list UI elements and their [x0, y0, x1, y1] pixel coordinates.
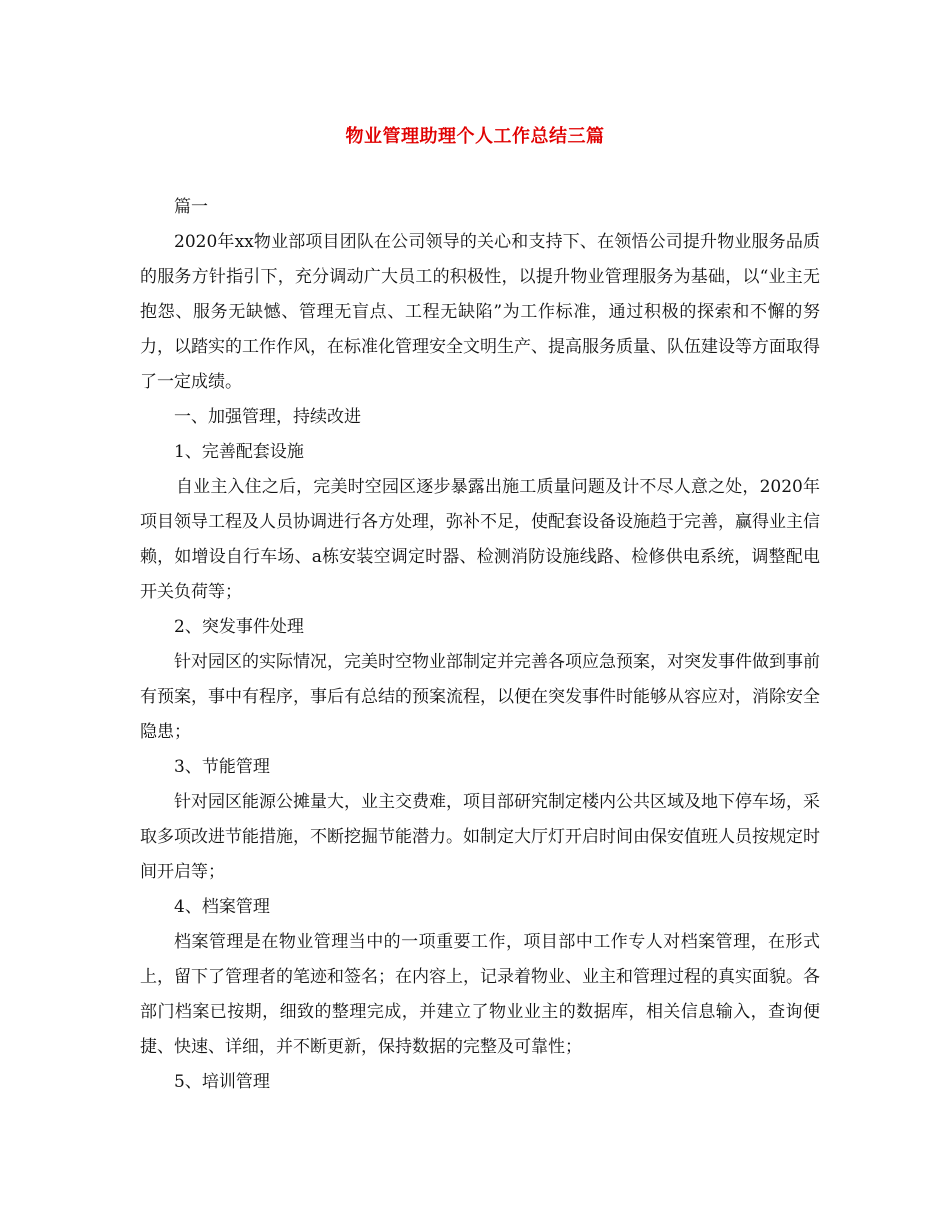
item-body-archives: 档案管理是在物业管理当中的一项重要工作，项目部中工作专人对档案管理，在形式上，留下了管理者的笔迹和签名；在内容上，记录着物业、业主和管理过程的真实面貌。各部门档案已按期，细致的整理完成，并建立了物业业主的数据库，相关信息输入，查询便捷、快速、详细，并不断更新，保持数据的完整及可靠性；	[140, 932, 820, 1057]
item-body-facilities: 自业主入住之后，完美时空园区逐步暴露出施工质量问题及计不尽人意之处，2020年项目领导工程及人员协调进行各方处理，弥补不足，使配套设备设施趋于完善，赢得业主信赖，如增设自行车场、a栋安装空调定时器、检测消防设施线路、检修供电系统，调整配电开关负荷等；	[140, 477, 820, 602]
item-heading-energy: 3、节能管理	[174, 757, 270, 777]
item-heading-archives: 4、档案管理	[174, 897, 270, 917]
section-label: 篇一	[174, 197, 208, 217]
item-heading-training: 5、培训管理	[174, 1072, 270, 1092]
item-body-emergency: 针对园区的实际情况，完美时空物业部制定并完善各项应急预案，对突发事件做到事前有预案，事中有程序，事后有总结的预案流程，以便在突发事件时能够从容应对，消除安全隐患；	[140, 652, 820, 742]
intro-paragraph: 2020年xx物业部项目团队在公司领导的关心和支持下、在领悟公司提升物业服务品质的服务方针指引下，充分调动广大员工的积极性，以提升物业管理服务为基础，以“业主无抱怨、服务无缺憾、管理无盲点、工程无缺陷”为工作标准，通过积极的探索和不懈的努力，以踏实的工作作风，在标准化管理安全文明生产、提高服务质量、队伍建设等方面取得了一定成绩。	[140, 232, 820, 392]
document-body	[140, 190, 820, 1100]
heading-strengthen-management: 一、加强管理，持续改进	[174, 407, 361, 427]
document-title: 物业管理助理个人工作总结三篇	[345, 126, 605, 147]
item-body-energy: 针对园区能源公摊量大，业主交费难，项目部研究制定楼内公共区域及地下停车场，采取多项改进节能措施，不断挖掘节能潜力。如制定大厅灯开启时间由保安值班人员按规定时间开启等；	[140, 792, 820, 882]
item-heading-facilities: 1、完善配套设施	[174, 442, 304, 462]
item-heading-emergency: 2、突发事件处理	[174, 617, 304, 637]
